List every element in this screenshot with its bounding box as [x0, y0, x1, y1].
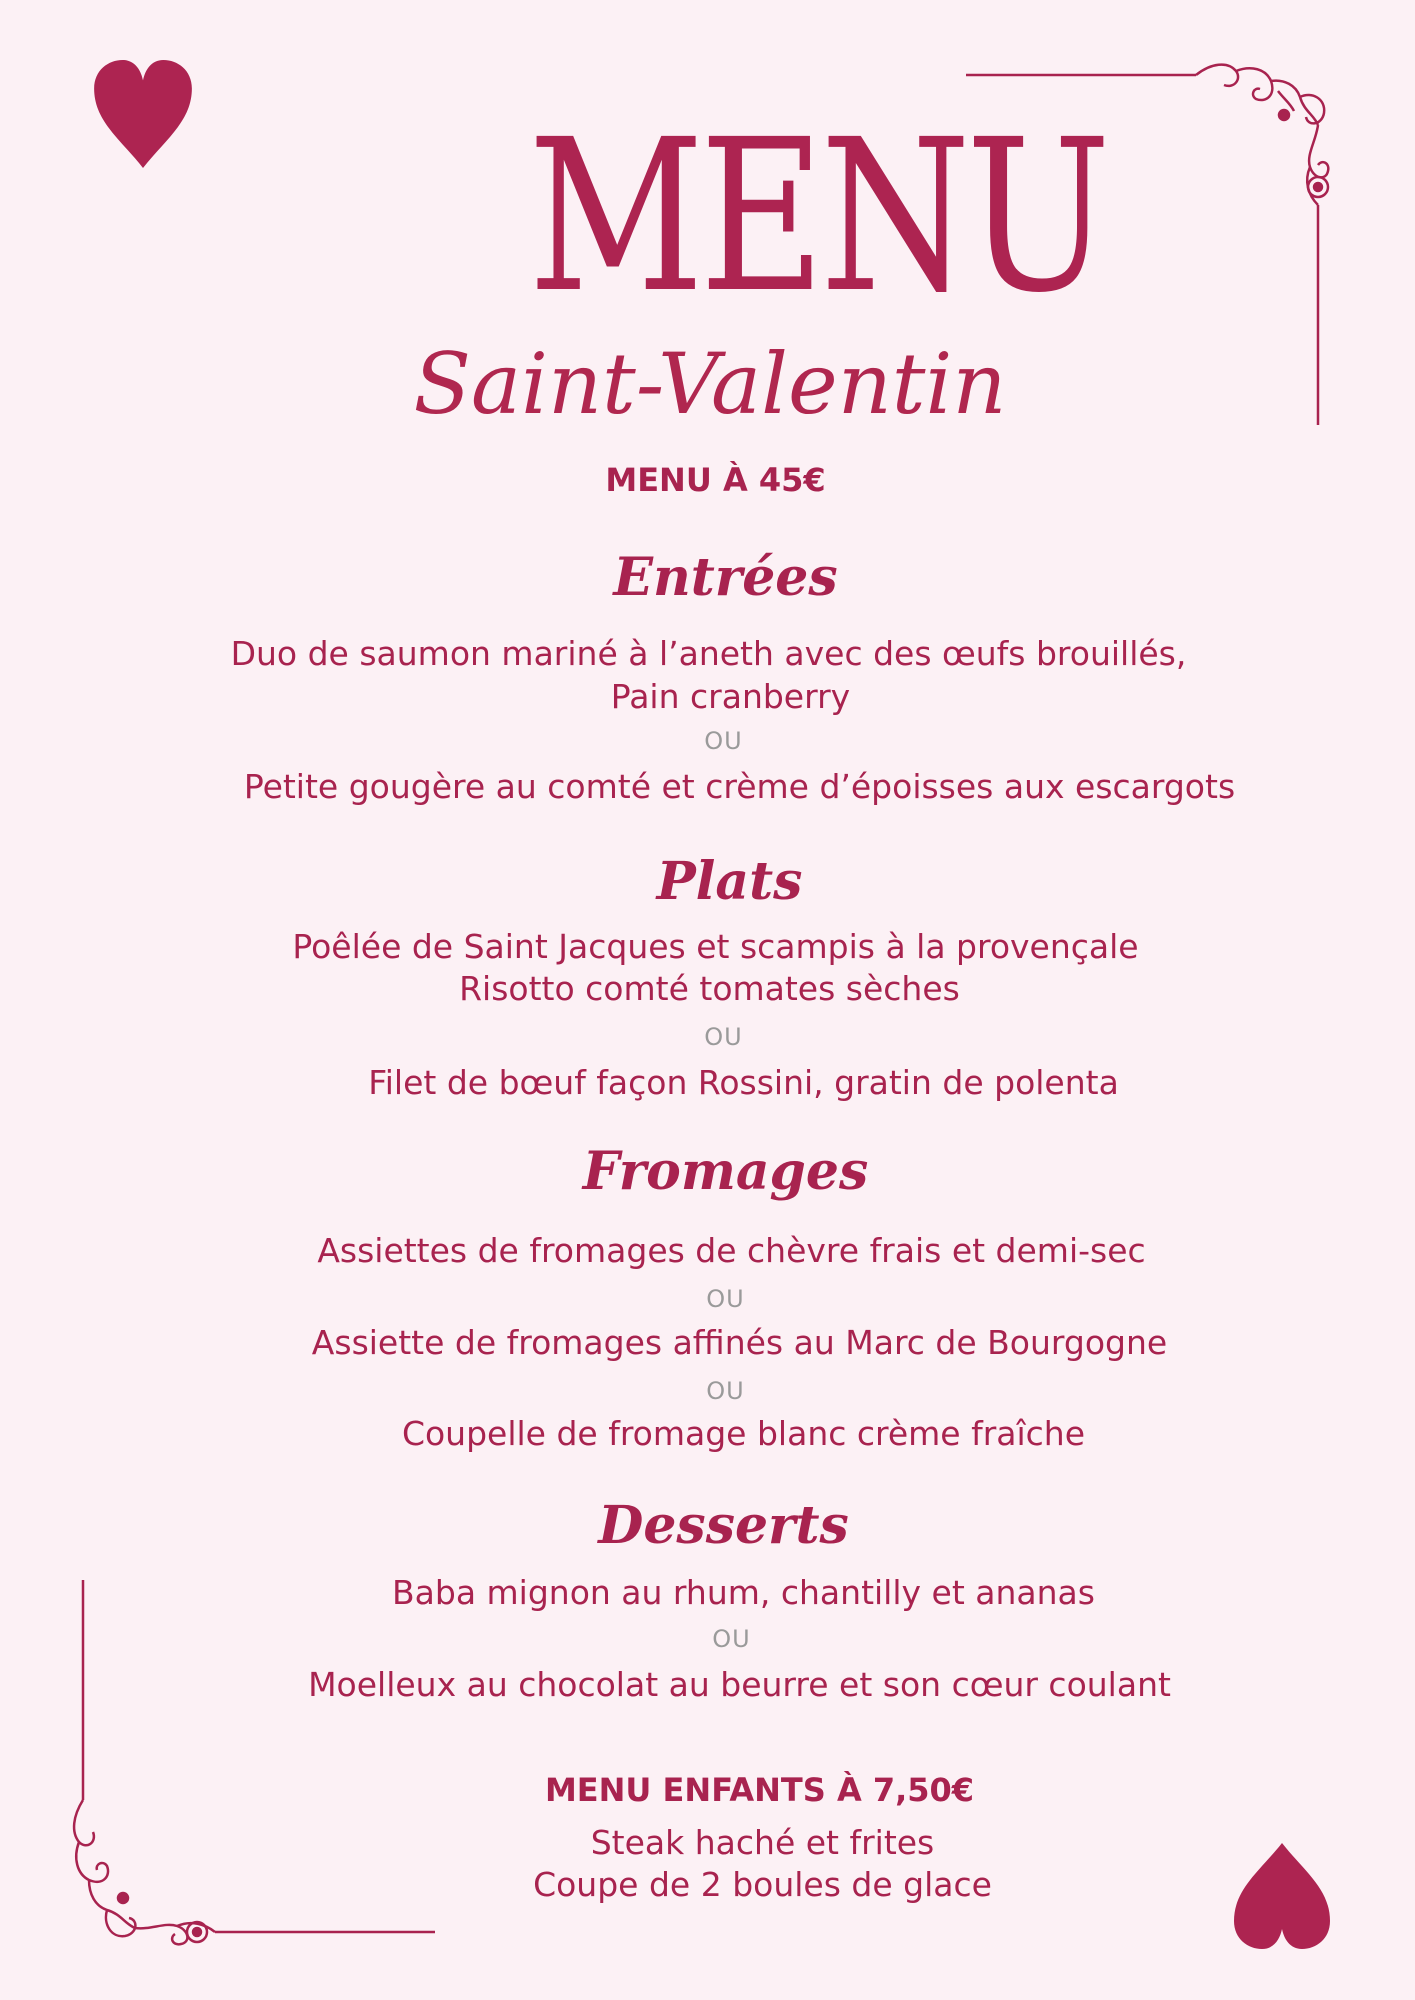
- entree-item-2: Petite gougère au comté et crème d’époisses aux escargots: [243, 767, 1236, 806]
- dessert-item-1: Baba mignon au rhum, chantilly et ananas: [392, 1573, 1095, 1612]
- dessert-item-2: Moelleux au chocolat au beurre et son cœur coulant: [308, 1665, 1171, 1704]
- section-heading-desserts: Desserts: [598, 1495, 849, 1556]
- plat-item-1-line-2: Risotto comté tomates sèches: [459, 969, 960, 1008]
- plat-item-1-line-1: Poêlée de Saint Jacques et scampis à la provençale: [292, 927, 1139, 966]
- menu-title: MENU: [528, 94, 1107, 339]
- or-separator: OU: [706, 1285, 745, 1313]
- entree-item-1-line-1: Duo de saumon mariné à l’aneth avec des œufs brouillés,: [230, 634, 1187, 673]
- section-heading-plats: Plats: [656, 851, 803, 912]
- section-heading-fromages: Fromages: [582, 1141, 869, 1202]
- or-separator: OU: [704, 1023, 743, 1051]
- fromage-item-2: Assiette de fromages affinés au Marc de Bourgogne: [311, 1323, 1168, 1362]
- kids-menu-item-2: Coupe de 2 boules de glace: [533, 1865, 992, 1904]
- heart-icon-top-left: [92, 58, 194, 170]
- plat-item-2: Filet de bœuf façon Rossini, gratin de polenta: [368, 1063, 1119, 1102]
- or-separator: OU: [712, 1625, 751, 1653]
- section-heading-entrees: Entrées: [613, 547, 838, 608]
- kids-menu-heading: MENU ENFANTS À 7,50€: [544, 1771, 975, 1809]
- entree-item-1-line-2: Pain cranberry: [610, 677, 851, 716]
- kids-menu-item-1: Steak haché et frites: [590, 1823, 935, 1862]
- fromage-item-1: Assiettes de fromages de chèvre frais et demi-sec: [317, 1231, 1146, 1270]
- fromage-item-3: Coupelle de fromage blanc crème fraîche: [401, 1414, 1086, 1453]
- or-separator: OU: [706, 1377, 745, 1405]
- or-separator: OU: [704, 727, 743, 755]
- menu-price: MENU À 45€: [605, 461, 826, 499]
- menu-subtitle: Saint-Valentin: [413, 335, 1007, 433]
